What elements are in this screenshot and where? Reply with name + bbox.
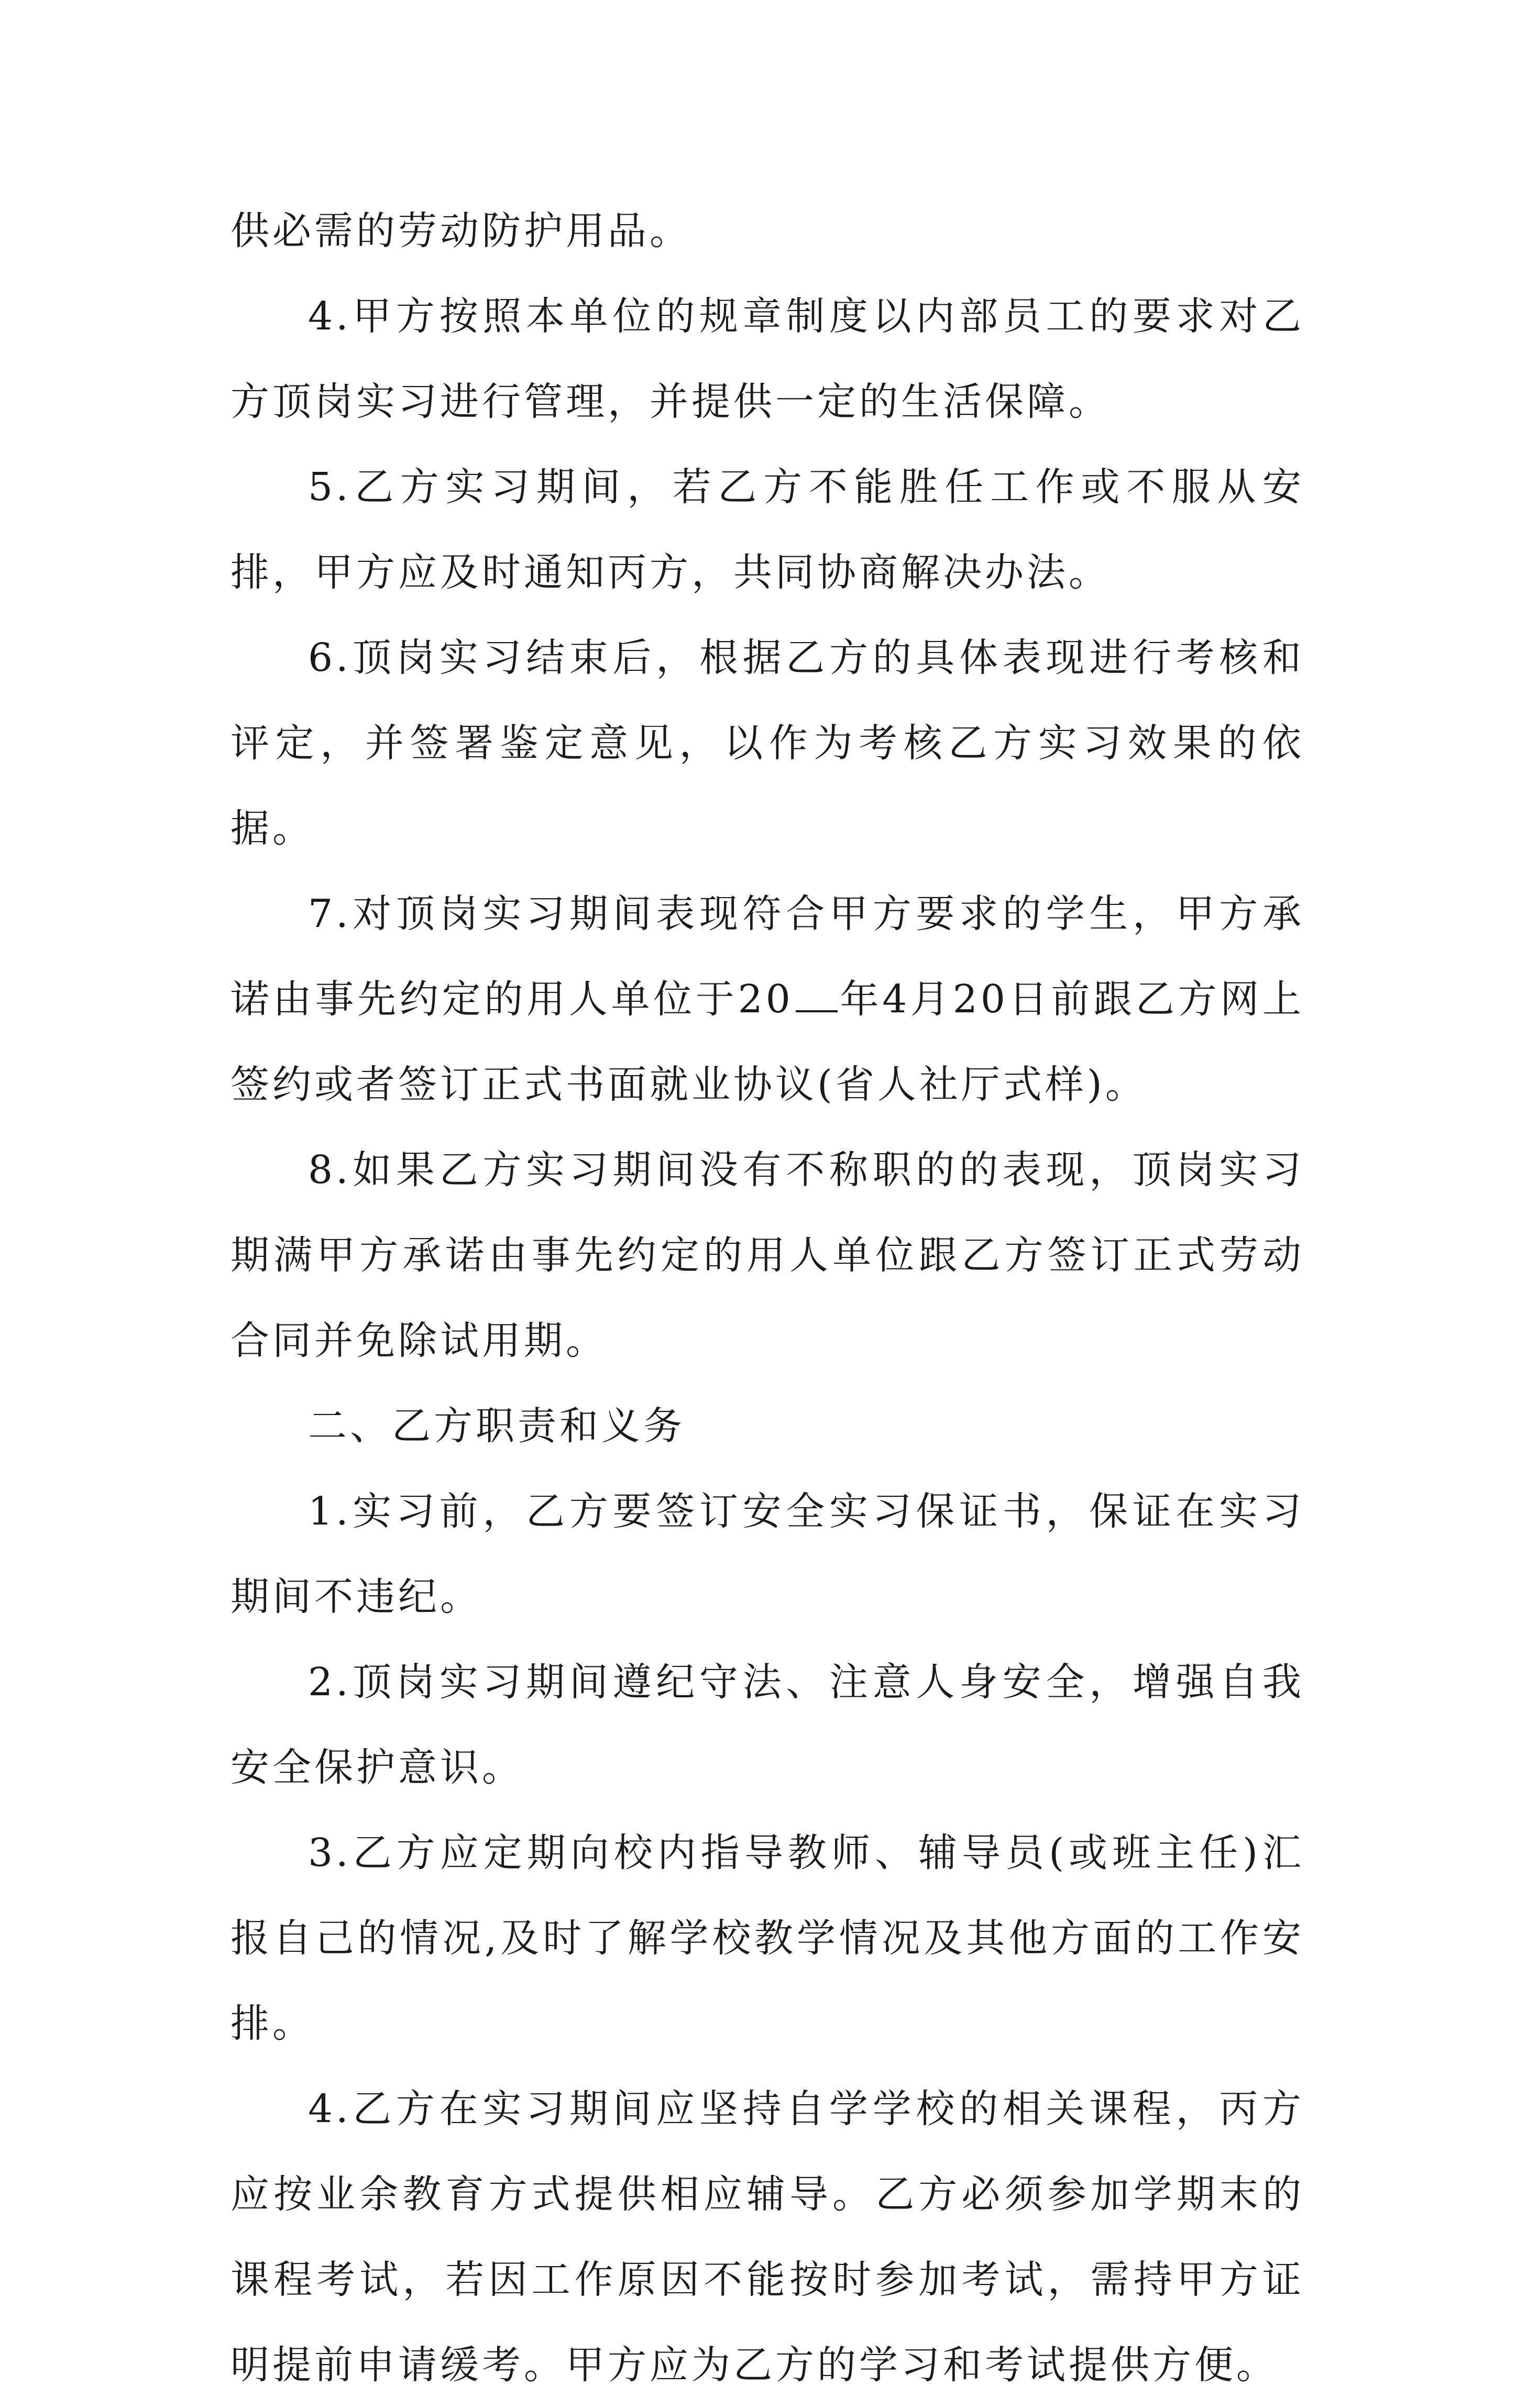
paragraph-item-8: 8.如果乙方实习期间没有不称职的的表现，顶岗实习期满甲方承诺由事先约定的用人单位跟乙方签订正式劳动合同并免除试用期。 (230, 1147, 1304, 1363)
paragraph-item-6: 6.顶岗实习结束后，根据乙方的具体表现进行考核和评定，并签署鉴定意见，以作为考核乙方实习效果的依据。 (230, 635, 1304, 851)
paragraph-item-4: 4.甲方按照本单位的规章制度以内部员工的要求对乙方顶岗实习进行管理，并提供一定的生活保障。 (230, 294, 1304, 424)
paragraph-b-item-3: 3.乙方应定期向校内指导教师、辅导员(或班主任)汇报自己的情况,及时了解学校教学情况及其他方面的工作安排。 (230, 1830, 1304, 2046)
paragraph-b-item-1: 1.实习前，乙方要签订安全实习保证书，保证在实习期间不违纪。 (230, 1489, 1304, 1619)
paragraph-item-5: 5.乙方实习期间，若乙方不能胜任工作或不服从安排，甲方应及时通知丙方，共同协商解决办法。 (230, 465, 1304, 595)
paragraph-b-item-2: 2.顶岗实习期间遵纪守法、注意人身安全，增强自我安全保护意识。 (230, 1660, 1304, 1790)
document-body (230, 189, 1304, 2408)
paragraph-item-7-before: 7.对顶岗实习期间表现符合甲方要求的学生，甲方承诺由事先约定的用人单位于20 (230, 891, 1304, 1022)
paragraph-b-item-4: 4.乙方在实习期间应坚持自学学校的相关课程，丙方应按业余教育方式提供相应辅导。乙方必须参加学期末的课程考试，若因工作原因不能按时参加考试，需持甲方证明提前申请缓考。甲方应为乙方的学习和考试提供方便。 (230, 2086, 1304, 2388)
paragraph-item-7 (230, 871, 1304, 1128)
paragraph-continuation: 供必需的劳动防护用品。 (230, 208, 691, 253)
paragraph-item-7-after: 年4月20日前跟乙方网上签约或者签订正式书面就业协议(省人社厅式样)。 (230, 977, 1304, 1107)
section-heading: 二、乙方职责和义务 (308, 1404, 685, 1449)
year-blank (796, 979, 838, 1012)
